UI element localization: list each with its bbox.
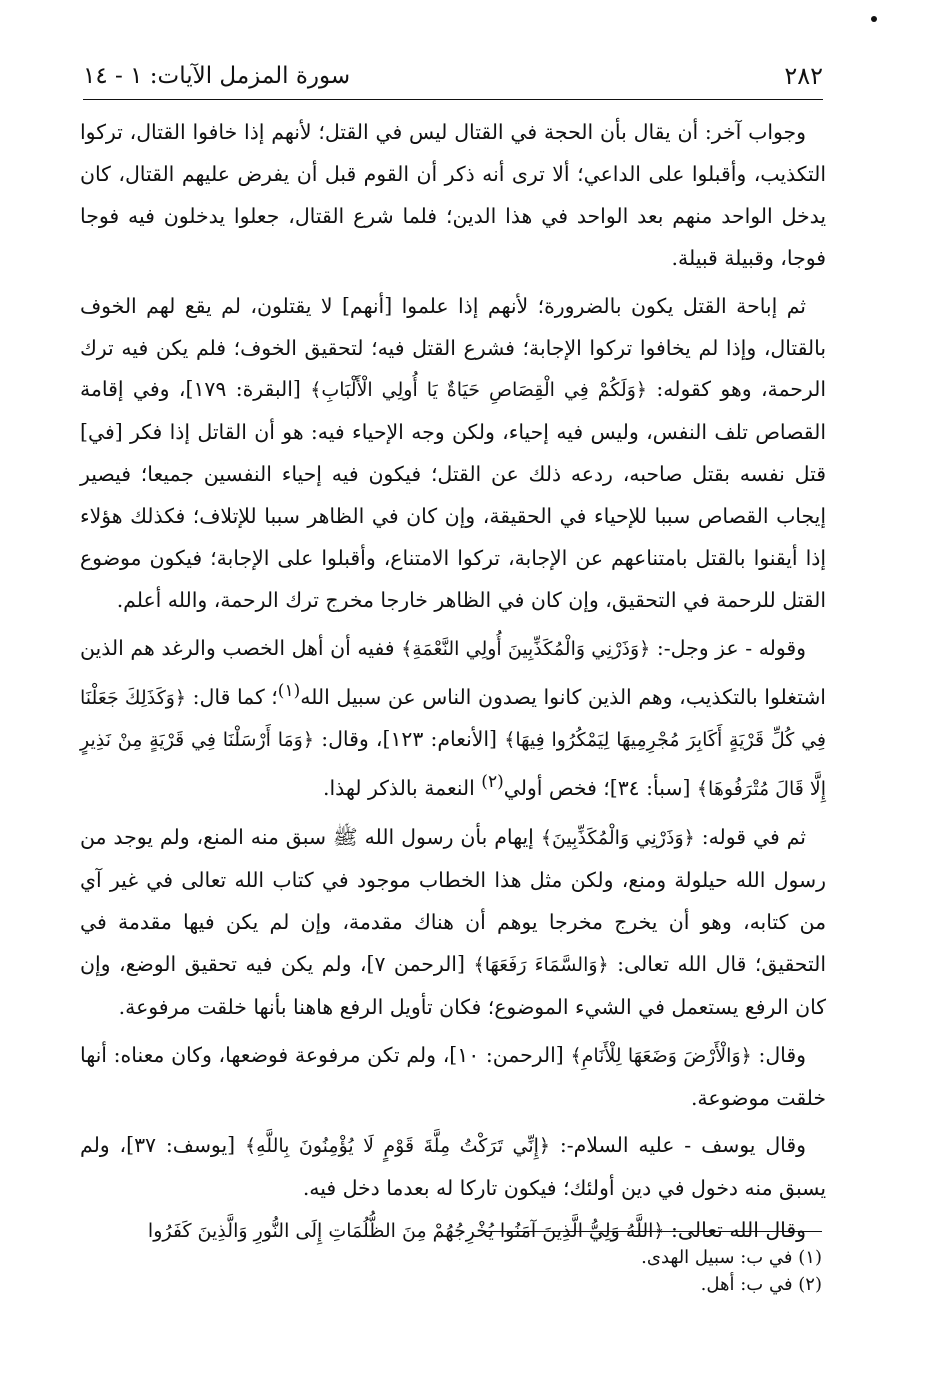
quran-verse: ﴿وَلَكُمْ فِي الْقِصَاصِ حَيَاةٌ يَا أُولِي الْأَلْبَابِ﴾	[310, 379, 648, 402]
margin-dot	[871, 16, 877, 22]
text-run: ؛ كما قال:	[186, 684, 278, 709]
quran-verse: ﴿وَذَرْنِي وَالْمُكَذِّبِينَ﴾	[540, 827, 695, 850]
paragraph-3	[80, 628, 826, 811]
text-run: وقال يوسف - عليه السلام-:	[550, 1133, 806, 1158]
page-number: ٢٨٢	[784, 62, 823, 90]
page-header	[83, 60, 823, 92]
text-run: [الأنعام: ١٢٣]، وقال:	[313, 727, 505, 752]
text-run: [يوسف: ٣٧]، ولم يسبق منه دخول في دين أولئك؛ فيكون تاركا له بعدما دخل فيه.	[80, 1133, 826, 1201]
paragraph-6	[80, 1125, 826, 1210]
running-title: سورة المزمل الآيات: ١ - ١٤	[83, 63, 351, 89]
quran-verse: ﴿وَكَذَلِكَ جَعَلْنَا فِي كُلِّ قَرْيَةٍ أَكَابِرَ مُجْرِمِيهَا لِيَمْكُرُوا فِيهَا﴾	[80, 686, 826, 752]
text-run: وقال:	[751, 1042, 806, 1067]
paragraph-5	[80, 1035, 826, 1120]
text-run: وقوله - عز وجل-:	[650, 635, 806, 660]
text-run: وقال الله تعالى:	[664, 1218, 806, 1243]
text-run: [الرحمن: ١٠]، ولم تكن مرفوعة فوضعها، وكان معناه: أنها خلقت موضوعة.	[80, 1042, 826, 1110]
text-run: النعمة بالذكر لهذا.	[323, 776, 482, 801]
quran-verse: ﴿وَذَرْنِي وَالْمُكَذِّبِينَ أُولِي النَّعْمَةِ﴾	[401, 637, 651, 660]
header-rule	[83, 99, 823, 100]
main-text	[80, 112, 826, 1253]
footnote-ref: (١)	[277, 680, 301, 701]
paragraph-2	[80, 286, 826, 622]
text-run: إيهام بأن رسول الله ﷺ سبق منه المنع، ولم يوجد من رسول الله حيلولة ومنع، ولكن مثل هذا الخطاب موجود في كتاب الله تعالى في غير آي من كتابه، وهو أن يخرج مخرجا يوهم أن هناك مقدمة، وإن لم يكن فيها مقدمة في التحقيق؛ قال الله تعالى:	[80, 825, 826, 976]
footnote-2: (٢) في ب: أهل.	[700, 1274, 822, 1295]
paragraph-4	[80, 817, 826, 1029]
text-run: ثم في قوله:	[694, 825, 806, 850]
text-run: ففيه أن أهل الخصب والرغد هم الذين اشتغلوا بالتكذيب، وهم الذين كانوا يصدون الناس عن سبيل الله	[80, 635, 826, 709]
footnote-rule	[484, 1231, 822, 1232]
text-run: ثم إباحة القتل يكون بالضرورة؛ لأنهم إذا علموا [أنهم] لا يقتلون، لم يقع لهم الخوف بالقتال، وإذا لم يخافوا تركوا الإجابة؛ فشرع القتل فيه؛ لتحقيق الخوف؛ فلم يكن فيه ترك الرحمة، وهو كقوله:	[80, 293, 827, 402]
quran-verse: ﴿وَالْأَرْضَ وَضَعَهَا لِلْأَنَامِ﴾	[570, 1044, 752, 1067]
quran-verse: ﴿إِنِّي تَرَكْتُ مِلَّةَ قَوْمٍ لَا يُؤْمِنُونَ بِاللَّهِ﴾	[244, 1135, 551, 1158]
quran-verse: ﴿اللَّهُ وَلِيُّ الَّذِينَ آمَنُوا يُخْرِجُهُمْ مِنَ الظُّلُمَاتِ إِلَى النُّورِ وَالَّذِينَ كَفَرُوا	[147, 1220, 665, 1243]
quran-verse: ﴿وَالسَّمَاءَ رَفَعَهَا﴾	[473, 953, 609, 976]
text-run: [البقرة: ١٧٩]، وفي إقامة القصاص تلف النفس، وليس فيه إحياء، ولكن وجه الإحياء فيه: هو أن القاتل إذا فكر [في] قتل نفسه بقتل صاحبه، ردعه ذلك عن القتل؛ فيكون فيه إحياء النفسين جميعا؛ فيصير إيجاب القصاص سببا للإحياء في الحقيقة، وإن كان في الظاهر سببا للإتلاف؛ فكذلك هؤلاء إذا أيقنوا بالقتل بامتناعهم عن الإجابة، تركوا الامتناع، وأقبلوا على الإجابة؛ فيكون موضوع القتل للرحمة في التحقيق، وإن كان في الظاهر خارجا مخرج ترك الرحمة، والله أعلم.	[80, 377, 826, 612]
quran-verse: ﴿وَمَا أَرْسَلْنَا فِي قَرْيَةٍ مِنْ نَذِيرٍ إِلَّا قَالَ مُتْرَفُوهَا﴾	[80, 729, 826, 801]
footnote-1: (١) في ب: سبيل الهدى.	[641, 1247, 822, 1268]
footnote-ref: (٢)	[481, 772, 504, 793]
paragraph-1: وجواب آخر: أن يقال بأن الحجة في القتال ليس في القتل؛ لأنهم إذا خافوا القتال، تركوا التكذيب، وأقبلوا على الداعي؛ ألا ترى أنه ذكر أن القوم قبل أن يفرض عليهم القتال، كان يدخل الواحد منهم بعد الواحد في هذا الدين؛ فلما شرع القتال، جعلوا يدخلون فيه فوجا فوجا، وقبيلة قبيلة.	[80, 120, 826, 270]
text-run: [سبأ: ٣٤]؛ فخص أولي	[503, 776, 697, 801]
text-run: [الرحمن ٧]، ولم يكن فيه تحقيق الوضع، وإن كان الرفع يستعمل في الشيء الموضوع؛ فكان تأويل الرفع هاهنا بأنها خلقت مرفوعة.	[80, 951, 826, 1019]
footnotes	[480, 1244, 822, 1298]
